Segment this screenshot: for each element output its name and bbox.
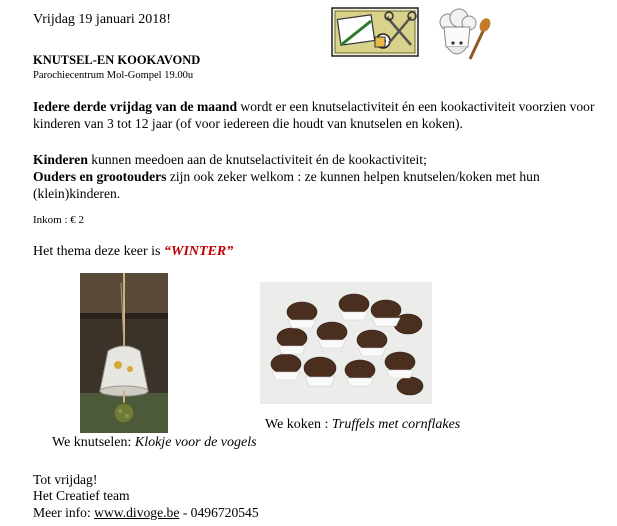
more-info-prefix: Meer info: — [33, 505, 95, 520]
parents-paragraph — [33, 168, 603, 202]
closing-line: Tot vrijdag! — [33, 472, 98, 487]
parents-text: zijn ook zeker welkom : ze kunnen helpen knutselen/koken met hun (klein)kinderen. — [33, 169, 540, 201]
cooking-caption — [265, 417, 460, 433]
intro-bold: Iedere derde vrijdag van de maand — [33, 99, 238, 114]
kids-paragraph — [33, 151, 603, 168]
parents-bold: Ouders en grootouders — [33, 169, 167, 184]
chef-hat-icon — [430, 7, 492, 69]
kids-text: kunnen meedoen aan de knutselactiviteit én de kookactiviteit; — [87, 152, 427, 167]
event-location: Parochiecentrum Mol-Gompel 19.00u — [33, 70, 194, 81]
theme-line — [33, 244, 233, 260]
website-link[interactable]: www.divoge.be — [94, 505, 180, 520]
theme-prefix: Het thema deze keer is — [33, 244, 164, 259]
crafting-caption-prefix: We knutselen: — [52, 435, 135, 450]
entry-fee: Inkom : € 2 — [33, 214, 85, 226]
truffles-photo — [260, 282, 432, 404]
kids-bold: Kinderen — [33, 152, 88, 167]
crafting-caption — [52, 435, 257, 451]
craft-scissors-icon — [331, 7, 419, 57]
event-date: Vrijdag 19 januari 2018! — [33, 12, 171, 27]
cooking-caption-prefix: We koken : — [265, 417, 332, 432]
more-info-line — [33, 505, 259, 521]
theme-value: “WINTER” — [164, 244, 234, 259]
event-title: KNUTSEL-EN KOOKAVOND — [33, 53, 201, 67]
intro-text: wordt er een knutselactiviteit én een kookactiviteit voorzien voor kinderen van 3 tot 12 jaar (of voor iedereen die houdt van knutselen en koken). — [33, 99, 595, 131]
phone-number: - 0496720545 — [179, 505, 259, 520]
crafting-caption-value: Klokje voor de vogels — [134, 435, 257, 450]
intro-paragraph — [33, 98, 603, 132]
cooking-caption-value: Truffels met cornflakes — [331, 417, 461, 432]
bird-bell-photo — [80, 273, 168, 433]
team-signature: Het Creatief team — [33, 488, 130, 503]
